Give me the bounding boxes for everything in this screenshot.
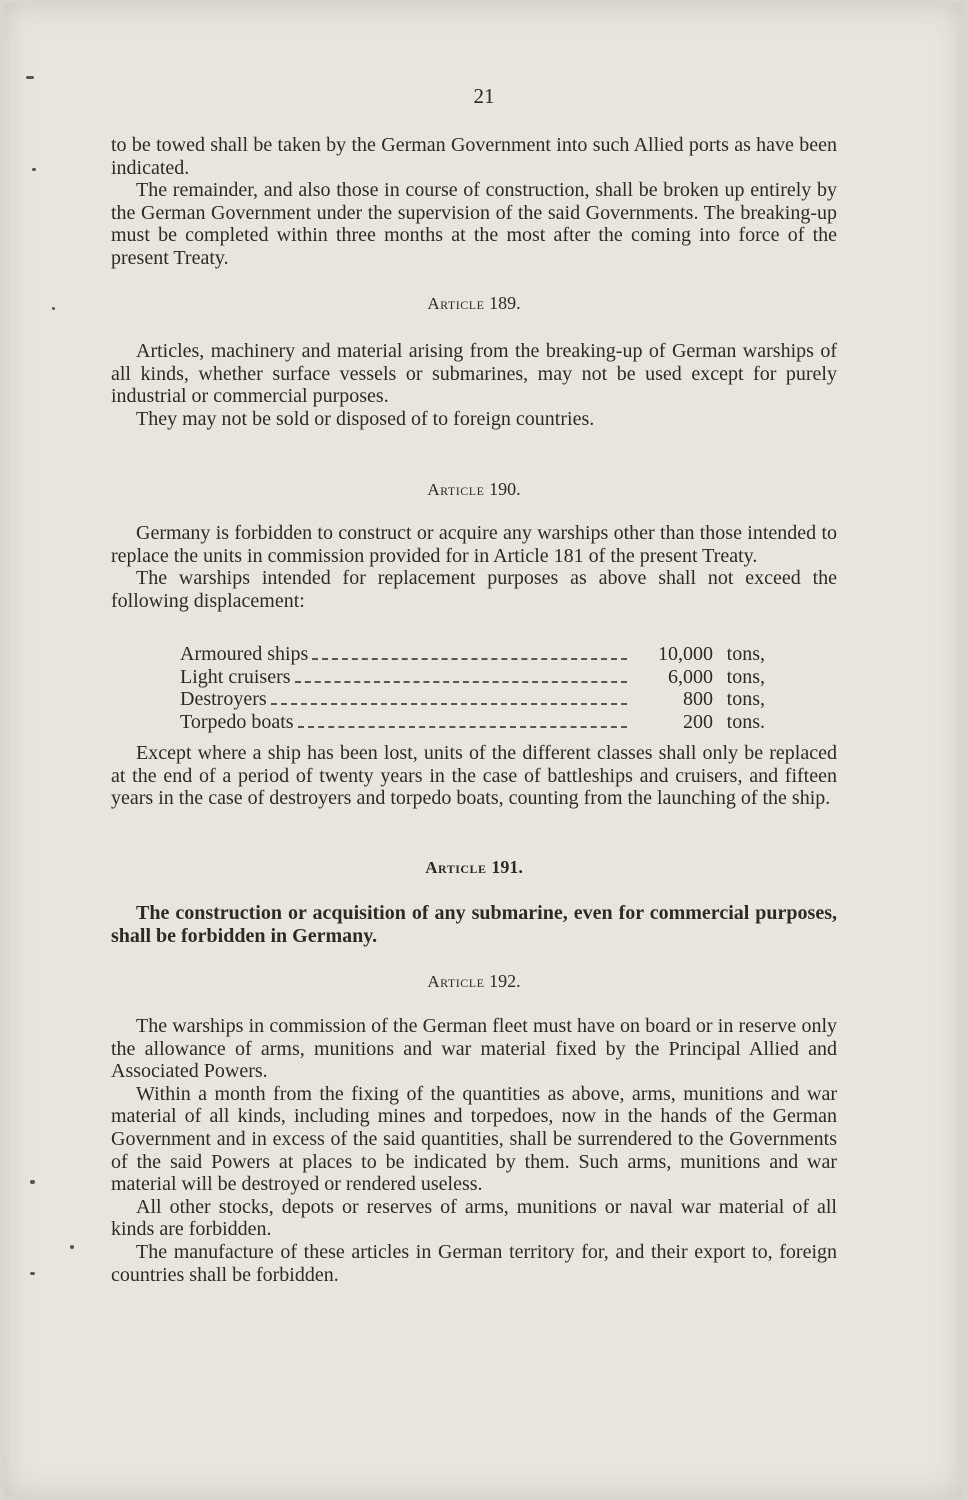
margin-speck [32,168,36,171]
article-190-continuation [111,742,837,810]
paragraph-continuation: to be towed shall be taken by the German Government into such Allied ports as have been indicated. [111,134,837,179]
article-number: 191. [491,857,523,877]
article-word: Article [427,972,485,991]
paragraph: The warships intended for replacement purposes as above shall not exceed the following displacement: [111,567,837,612]
article-word: Article [427,294,485,313]
paragraph: Within a month from the fixing of the quantities as above, arms, munitions and war material of all kinds, including mines and torpedoes, now in the hands of the German Government and in excess of the said quantities, shall be surrendered to the Governments of the said Powers at places to be indicated by them. Such arms, munitions and war material will be destroyed or rendered useless. [111,1082,837,1196]
article-number: 189. [489,293,521,313]
paragraph: The construction or acquisition of any submarine, even for commercial purposes, shall be forbidden in Germany. [111,902,837,947]
article-189-body [111,340,837,430]
article-191-body [111,902,837,947]
displacement-value: 800 [683,688,713,711]
margin-speck [52,307,55,310]
displacement-unit: tons. [726,710,765,733]
ship-class: Torpedo boats [180,710,294,733]
displacement-value: 10,000 [658,643,713,665]
paragraph-remainder: The remainder, and also those in course of construction, shall be broken up entirely by the German Government under the supervision of the said Governments. The breaking-up must be completed within three months at the most after the coming into force of the present Treaty. [111,179,837,269]
article-number: 190. [489,479,521,499]
article-number: 192. [489,971,521,991]
paragraph: Except where a ship has been lost, units of the different classes shall only be replaced at the end of a period of twenty years in the case of battleships and cruisers, and fifteen years in the case of destroyers and torpedo boats, counting from the launching of the ship. [111,742,837,810]
displacement-unit: tons, [726,688,765,711]
article-word: Article [427,480,485,499]
displacement-value: 6,000 [668,665,713,688]
displacement-value: 200 [683,710,713,733]
margin-speck [30,1272,35,1275]
dot-leader [271,703,627,705]
dot-leader [298,726,627,728]
paragraph: The warships in commission of the German fleet must have on board or in reserve only the allowance of arms, munitions and war material fixed by the Principal Allied and Associated Powers. [111,1015,837,1083]
paragraph: Germany is forbidden to construct or acquire any warships other than those intended to replace the units in commission provided for in Article 181 of the present Treaty. [111,522,837,567]
paragraph: They may not be sold or disposed of to foreign countries. [136,407,595,430]
table-row [180,688,765,711]
ship-class: Destroyers [180,688,267,711]
paragraph: Articles, machinery and material arising from the breaking-up of German warships of all kinds, whether surface vessels or submarines, may not be used except for purely industrial or commercial purposes. [111,340,837,408]
table-row [180,711,765,734]
displacement-unit: tons, [726,643,765,665]
page-number: 21 [473,84,495,108]
article-190-heading [111,479,837,500]
ship-class: Armoured ships [180,643,309,665]
margin-speck [30,1180,35,1184]
dot-leader [312,658,627,660]
ship-class: Light cruisers [180,665,291,688]
margin-speck [70,1245,74,1249]
dot-leader [295,681,627,683]
article-192-heading [111,971,837,992]
displacement-unit: tons, [726,665,765,688]
article-189-heading [111,293,837,314]
opening-section [111,134,837,270]
article-191-heading [111,857,837,878]
article-192-body [111,1015,837,1286]
article-word: Article [425,858,487,877]
paragraph: The manufacture of these articles in German territory for, and their export to, foreign countries shall be forbidden. [111,1240,837,1286]
margin-speck [26,76,34,79]
paragraph: All other stocks, depots or reserves of arms, munitions or naval war material of all kinds are forbidden. [111,1195,837,1241]
table-row [180,666,765,689]
displacement-table [180,643,765,733]
table-row [180,643,765,666]
article-190-body [111,522,837,612]
